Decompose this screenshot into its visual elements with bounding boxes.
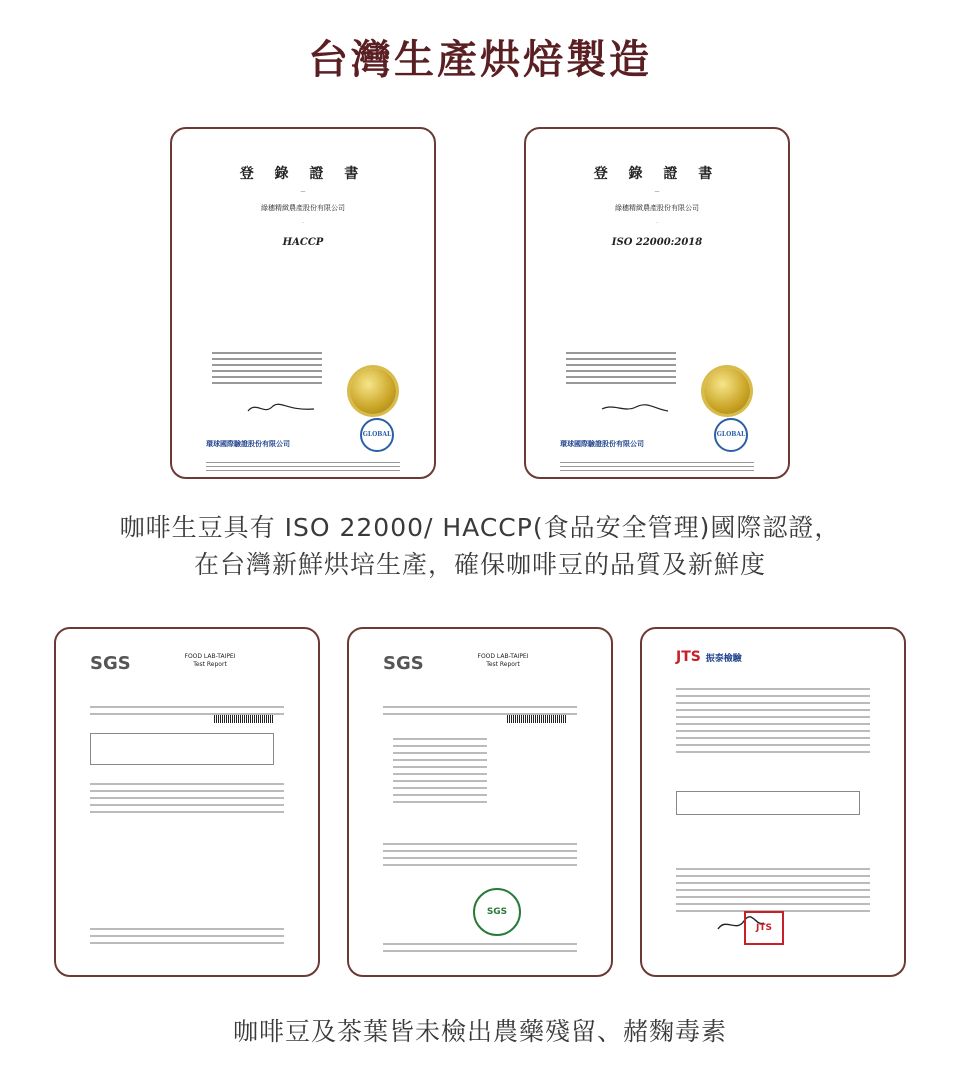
lab-name: FOOD LAB-TAIPEI: [184, 653, 236, 660]
sgs-logo: SGS: [383, 653, 424, 674]
signature-icon: [246, 401, 316, 415]
certificate-company: 綠穗精緻農產股份有限公司: [261, 204, 345, 212]
certificate-company: 綠穗精緻農產股份有限公司: [615, 204, 699, 212]
sgs-logo: SGS: [90, 653, 131, 674]
global-logo-icon: GLOBAL: [360, 418, 394, 452]
test-report-card-jts: [640, 627, 906, 977]
caption-certification-line1: 咖啡生豆具有 ISO 22000/ HACCP(食品安全管理)國際認證，: [119, 513, 841, 542]
certificate-card-haccp: 登 錄 證 書 — 綠穗精緻農產股份有限公司 . HACCP GLOBAL 環球國際驗證股份有限公司: [170, 127, 436, 479]
jts-brand: 振泰檢驗: [705, 654, 742, 664]
jts-stamp-icon: JTS: [744, 911, 784, 945]
certificate-details: [566, 348, 676, 388]
barcode-icon: [507, 715, 567, 723]
certificate-details: [212, 348, 322, 388]
certificate-card-iso22000: 登 錄 證 書 — 綠穗精緻農產股份有限公司 . ISO 22000:2018 GLOBAL 環球國際驗證股份有限公司: [524, 127, 790, 479]
report-title: Test Report: [486, 661, 520, 668]
test-report-card-sgs-2: [347, 627, 613, 977]
certificate-standard: HACCP: [282, 237, 324, 248]
test-report-card-sgs-1: [54, 627, 320, 977]
report-title: Test Report: [193, 661, 227, 668]
certificate-heading: 登 錄 證 書: [593, 166, 721, 182]
jts-logo: JTS: [676, 649, 701, 665]
caption-test-results: 咖啡豆及茶葉皆未檢出農藥殘留、赭麴毒素: [232, 1017, 727, 1046]
gold-seal-icon: [704, 368, 750, 414]
result-table: [90, 733, 274, 765]
gold-seal-icon: [350, 368, 396, 414]
barcode-icon: [214, 715, 274, 723]
certificate-standard: ISO 22000:2018: [611, 237, 703, 248]
issuer-name: 環球國際驗證股份有限公司: [560, 439, 644, 448]
page-title: 台灣生產烘焙製造: [308, 37, 652, 83]
lab-name: FOOD LAB-TAIPEI: [477, 653, 529, 660]
issuer-name: 環球國際驗證股份有限公司: [206, 439, 290, 448]
signature-icon: [600, 401, 670, 415]
caption-certification-line2: 在台灣新鮮烘培生產，確保咖啡豆的品質及新鮮度: [193, 550, 766, 579]
global-logo-icon: GLOBAL: [714, 418, 748, 452]
result-table: [676, 791, 860, 815]
sgs-stamp-icon: SGS: [473, 888, 521, 936]
certificate-heading: 登 錄 證 書: [239, 166, 367, 182]
